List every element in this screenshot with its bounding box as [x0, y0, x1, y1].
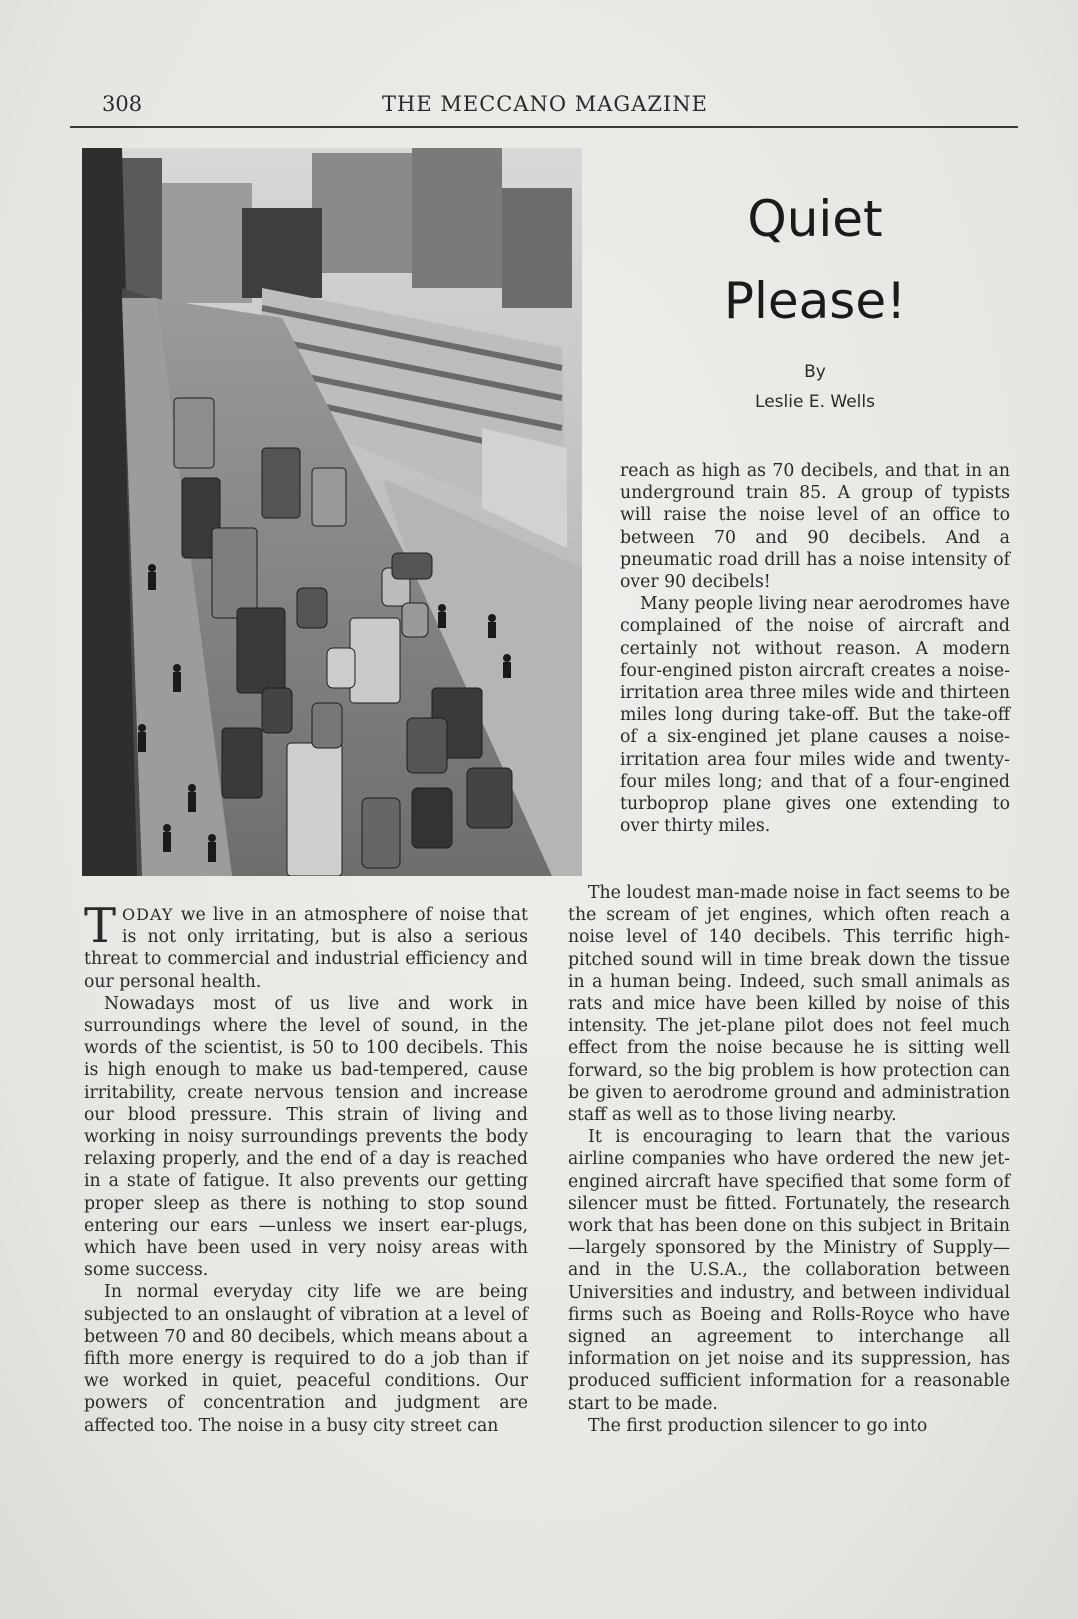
title-line-1: Quiet — [747, 190, 883, 248]
paragraph-5: The loudest man-made noise in fact seems to be the scream of jet engines, which often reach a noise level of 140 decibels. This terrific high-pitched sound will in time break down the tissue in a human being. Indeed, such small animals as rats and mice have been killed by noise of this intensity. The jet-plane pilot does not feel much effect from the noise because he is sitting well forward, so the big problem is how protection can be given to aerodrome ground and administration staff as well as to those living nearby. — [568, 883, 1010, 1126]
paragraph-3: In normal everyday city life we are being subjected to an onslaught of vibration at a level of between 70 and 80 decibels, which means about a fifth more energy is required to do a job than if we worked in quiet, peaceful conditions. Our powers of concentration and judgment are affected too. The noise in a busy city street can — [84, 1282, 528, 1436]
page-header — [70, 90, 1020, 126]
title-line-2: Please! — [723, 272, 907, 330]
left-column — [84, 898, 528, 1437]
magazine-title: THE MECCANO MAGAZINE — [382, 92, 708, 116]
header-rule — [70, 126, 1018, 128]
lead-caps: ODAY — [122, 905, 174, 924]
street-photo-illustration — [82, 148, 582, 876]
street-traffic-photo — [82, 148, 582, 876]
page-number: 308 — [102, 92, 143, 116]
paragraph-7: The first production silencer to go into — [588, 1415, 928, 1436]
paragraph-6: It is encouraging to learn that the various airline companies who have ordered the new jet-engined aircraft have specified that some form of silencer must be fitted. Fortunately, the research work that has been done on this subject in Britain—largely sponsored by the Ministry of Supply—and in the U.S.A., the collaboration between Universities and industry, and between individual firms such as Boeing and Rolls-Royce who have signed an agreement to interchange all information on jet noise and its suppression, has produced sufficient information for a reasonable start to be made. — [568, 1127, 1010, 1414]
paragraph-3-continued: reach as high as 70 decibels, and that in an underground train 85. A group of typists will raise the noise level of an office to between 70 and 90 decibels. And a pneumatic road drill has a noise intensity of over 90 decibels! — [620, 461, 1010, 593]
right-column — [568, 882, 1010, 1437]
article-title — [700, 178, 930, 342]
byline-by: By — [804, 362, 826, 382]
drop-cap: T — [84, 898, 117, 954]
paragraph-1 — [84, 898, 528, 993]
byline-author: Leslie E. Wells — [755, 392, 875, 412]
paragraph-4: Many people living near aerodromes have complained of the noise of aircraft and certainly not without reason. A modern four-engined piston aircraft creates a noise-irritation area three miles wide and thirteen miles long during take-off. But the take-off of a six-engined jet plane causes a noise-irritation area four miles wide and twenty-four miles long; and that of a four-engined turboprop plane gives one extending to over thirty miles. — [620, 594, 1010, 837]
right-column-top — [620, 460, 1010, 837]
paragraph-2: Nowadays most of us live and work in surroundings where the level of sound, in the words of the scientist, is 50 to 100 decibels. This is high enough to make us bad-tempered, cause irritability, create nervous tension and increase our blood pressure. This strain of living and working in noisy surroundings prevents the body relaxing properly, and the end of a day is reached in a state of fatigue. It also prevents our getting proper sleep as there is nothing to stop sound entering our ears —unless we insert ear-plugs, which have been used in very noisy areas with some success. — [84, 993, 528, 1281]
paragraph-1-text: we live in an atmosphere of noise that is not only irritating, but is also a serious threat to commercial and industrial efficiency and our personal health. — [84, 905, 528, 992]
